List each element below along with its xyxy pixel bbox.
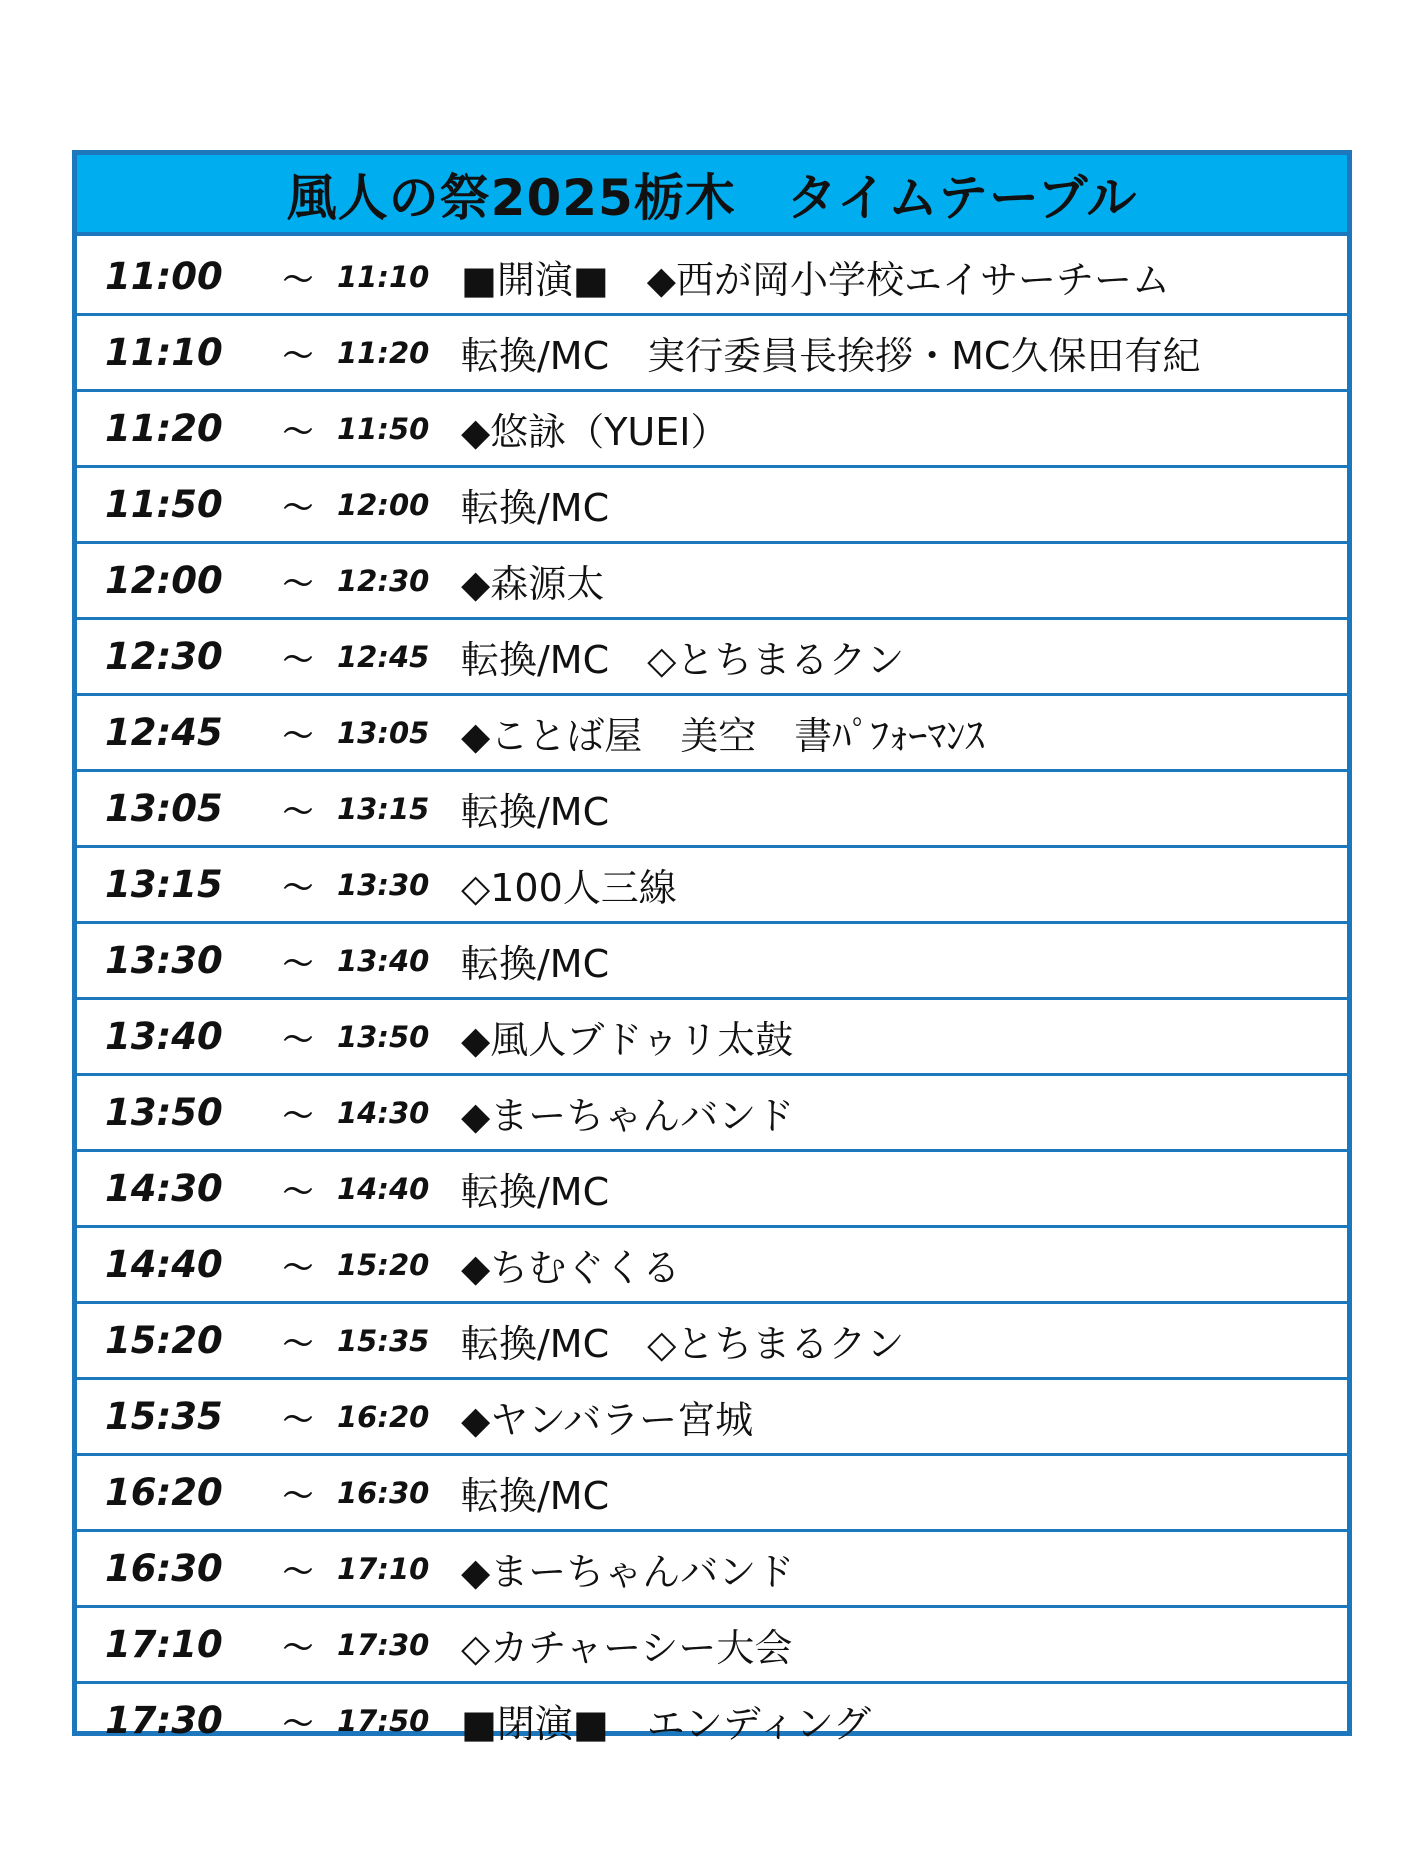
end-time: 15:20 [337,1247,430,1282]
program-name: ◆風人ブドゥリ太鼓 [461,1018,794,1062]
start-time: 11:20 [105,407,223,450]
time-separator: ～ [283,490,313,526]
time-separator: ～ [283,1402,313,1438]
schedule-row [77,1456,1347,1532]
schedule-row [77,1152,1347,1228]
program-name: ■開演■ ◆西が岡小学校エイサーチーム [461,258,1171,302]
start-time: 11:00 [105,255,223,298]
start-time: 12:45 [105,711,223,754]
time-separator: ～ [283,794,313,830]
end-time: 11:50 [337,411,430,446]
end-time: 17:30 [337,1627,430,1662]
schedule-row [77,240,1347,316]
schedule-row [77,1532,1347,1608]
timetable [72,150,1352,1746]
end-time: 12:45 [337,639,430,674]
start-time: 12:30 [105,635,223,678]
time-separator: ～ [283,1098,313,1134]
time-separator: ～ [283,1174,313,1210]
start-time: 15:20 [105,1319,223,1362]
schedule-row [77,772,1347,848]
schedule-row [77,544,1347,620]
start-time: 14:30 [105,1167,223,1210]
program-name: ◆まーちゃんバンド [461,1094,795,1138]
end-time: 11:20 [337,335,430,370]
time-separator: ～ [283,566,313,602]
end-time: 12:30 [337,563,430,598]
time-separator: ～ [283,1706,313,1742]
program-name: 転換/MC [461,790,610,834]
program-name: ■閉演■ エンディング [461,1702,872,1746]
end-time: 14:40 [337,1171,430,1206]
time-separator: ～ [283,718,313,754]
program-name: ◇カチャーシー大会 [461,1626,793,1670]
timetable-title: 風人の祭2025栃木 タイムテーブル [77,155,1347,236]
end-time: 11:10 [337,259,430,294]
start-time: 11:10 [105,331,223,374]
start-time: 13:50 [105,1091,223,1134]
time-separator: ～ [283,1326,313,1362]
program-name: 転換/MC 実行委員長挨拶・MC久保田有紀 [461,334,1201,378]
time-separator: ～ [283,1554,313,1590]
end-time: 13:05 [337,715,430,750]
schedule-row [77,316,1347,392]
end-time: 13:40 [337,943,430,978]
time-separator: ～ [283,1250,313,1286]
program-name: 転換/MC [461,486,610,530]
program-name: ◆ヤンバラー宮城 [461,1398,754,1442]
end-time: 13:50 [337,1019,430,1054]
program-name: ◆ことば屋 美空 書ﾊﾟﾌｫｰﾏﾝｽ [461,714,985,758]
end-time: 12:00 [337,487,430,522]
start-time: 12:00 [105,559,223,602]
schedule-row [77,620,1347,696]
start-time: 17:10 [105,1623,223,1666]
start-time: 15:35 [105,1395,223,1438]
time-separator: ～ [283,262,313,298]
schedule-row [77,1228,1347,1304]
schedule-row [77,848,1347,924]
schedule-row [77,1608,1347,1684]
schedule-row [77,1304,1347,1380]
schedule-row [77,1000,1347,1076]
end-time: 17:50 [337,1703,430,1738]
program-name: 転換/MC [461,1170,610,1214]
schedule-row [77,468,1347,544]
schedule-row [77,924,1347,1000]
start-time: 16:30 [105,1547,223,1590]
program-name: 転換/MC [461,942,610,986]
time-separator: ～ [283,870,313,906]
end-time: 13:30 [337,867,430,902]
program-name: ◆悠詠（YUEI） [461,410,729,454]
start-time: 16:20 [105,1471,223,1514]
time-separator: ～ [283,1478,313,1514]
program-name: 転換/MC [461,1474,610,1518]
time-separator: ～ [283,1630,313,1666]
time-separator: ～ [283,338,313,374]
start-time: 17:30 [105,1699,223,1742]
end-time: 16:20 [337,1399,430,1434]
schedule-row [77,1684,1347,1757]
program-name: 転換/MC ◇とちまるクン [461,638,905,682]
schedule-rows [77,240,1347,1757]
start-time: 14:40 [105,1243,223,1286]
schedule-row [77,1380,1347,1456]
end-time: 15:35 [337,1323,430,1358]
program-name: ◇100人三線 [461,866,677,910]
program-name: 転換/MC ◇とちまるクン [461,1322,905,1366]
program-name: ◆ちむぐくる [461,1246,681,1290]
schedule-row [77,696,1347,772]
start-time: 13:15 [105,863,223,906]
start-time: 13:05 [105,787,223,830]
time-separator: ～ [283,642,313,678]
schedule-row [77,1076,1347,1152]
end-time: 13:15 [337,791,430,826]
time-separator: ～ [283,946,313,982]
time-separator: ～ [283,1022,313,1058]
end-time: 17:10 [337,1551,430,1586]
start-time: 11:50 [105,483,223,526]
start-time: 13:40 [105,1015,223,1058]
time-separator: ～ [283,414,313,450]
end-time: 14:30 [337,1095,430,1130]
schedule-row [77,392,1347,468]
end-time: 16:30 [337,1475,430,1510]
program-name: ◆森源太 [461,562,605,606]
program-name: ◆まーちゃんバンド [461,1550,795,1594]
start-time: 13:30 [105,939,223,982]
